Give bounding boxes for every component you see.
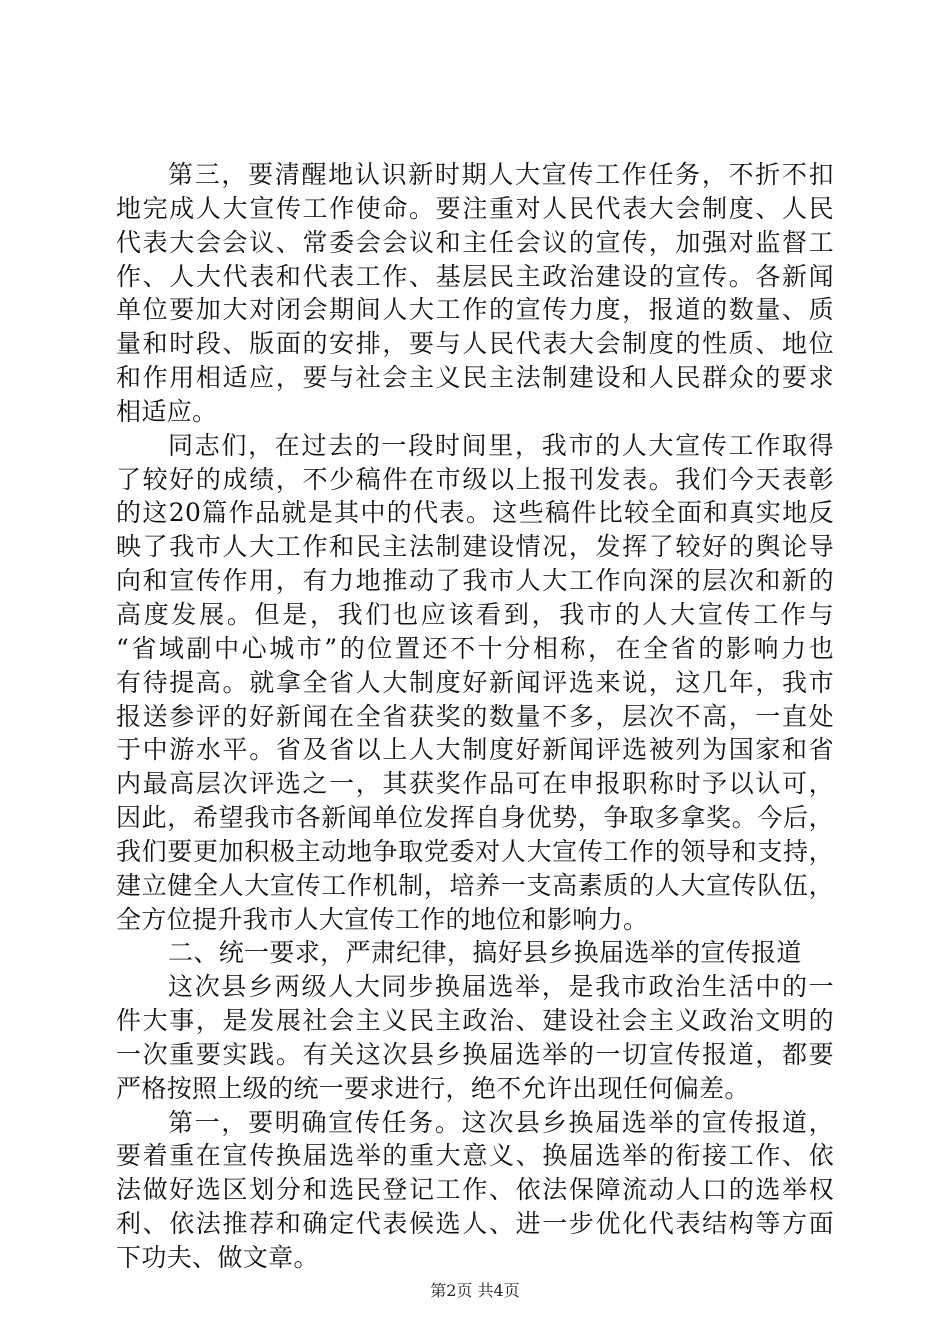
paragraph-line: 要着重在宣传换届选举的重大意义、换届选举的衔接工作、依 — [116, 1141, 834, 1171]
paragraph-line: 向和宣传作用，有力地推动了我市人大工作向深的层次和新的 — [116, 566, 834, 596]
paragraph-line: 建立健全人大宣传工作机制，培养一支高素质的人大宣传队伍， — [116, 870, 834, 900]
paragraph-line: 严格按照上级的统一要求进行，绝不允许出现任何偏差。 — [116, 1073, 750, 1103]
paragraph-line: 和作用相适应，要与社会主义民主法制建设和人民群众的要求 — [116, 363, 834, 393]
paragraph-line: 因此，希望我市各新闻单位发挥自身优势，争取多拿奖。今后， — [116, 803, 834, 833]
paragraph-line: 高度发展。但是，我们也应该看到，我市的人大宣传工作与 — [116, 599, 834, 629]
paragraph-line: 单位要加大对闭会期间人大工作的宣传力度，报道的数量、质 — [116, 295, 834, 325]
paragraph-line: 这次县乡两级人大同步换届选举，是我市政治生活中的一 — [168, 972, 834, 1002]
section-heading: 二、统一要求，严肃纪律，搞好县乡换届选举的宣传报道 — [168, 938, 802, 968]
paragraph-line: 报送参评的好新闻在全省获奖的数量不多，层次不高，一直处 — [116, 701, 834, 731]
paragraph-line: 量和时段、版面的安排，要与人民代表大会制度的性质、地位 — [116, 329, 834, 359]
page-number-footer: 第2页 共4页 — [430, 1281, 520, 1300]
paragraph-line: 我们要更加积极主动地争取党委对人大宣传工作的领导和支持， — [116, 836, 834, 866]
paragraph-line: 于中游水平。省及省以上人大制度好新闻评选被列为国家和省 — [116, 735, 834, 765]
paragraph-line: 利、依法推荐和确定代表候选人、进一步优化代表结构等方面 — [116, 1209, 834, 1239]
paragraph-line: “省域副中心城市”的位置还不十分相称，在全省的影响力也 — [116, 633, 834, 663]
paragraph-line: 地完成人大宣传工作使命。要注重对人民代表大会制度、人民 — [116, 193, 834, 223]
paragraph-line: 相适应。 — [116, 396, 218, 426]
paragraph-line: 一次重要实践。有关这次县乡换届选举的一切宣传报道，都要 — [116, 1039, 834, 1069]
paragraph-line: 法做好选区划分和选民登记工作、依法保障流动人口的选举权 — [116, 1175, 834, 1205]
document-body — [116, 158, 834, 1275]
paragraph-line: 代表大会会议、常委会会议和主任会议的宣传，加强对监督工 — [116, 227, 834, 257]
paragraph-line: 第一，要明确宣传任务。这次县乡换届选举的宣传报道， — [168, 1107, 834, 1137]
paragraph-line: 映了我市人大工作和民主法制建设情况，发挥了较好的舆论导 — [116, 532, 834, 562]
paragraph-line: 下功夫、做文章。 — [116, 1243, 319, 1272]
paragraph-line: 件大事，是发展社会主义民主政治、建设社会主义政治文明的 — [116, 1006, 834, 1036]
paragraph-line: 内最高层次评选之一，其获奖作品可在申报职称时予以认可， — [116, 769, 834, 799]
paragraph-line: 同志们，在过去的一段时间里，我市的人大宣传工作取得 — [168, 430, 834, 460]
paragraph-line: 第三，要清醒地认识新时期人大宣传工作任务，不折不扣 — [168, 160, 834, 189]
paragraph-line: 的这20篇作品就是其中的代表。这些稿件比较全面和真实地反 — [116, 498, 834, 528]
paragraph-line: 了较好的成绩，不少稿件在市级以上报刊发表。我们今天表彰 — [116, 464, 834, 494]
paragraph-line: 有待提高。就拿全省人大制度好新闻评选来说，这几年，我市 — [116, 667, 834, 697]
paragraph-line: 作、人大代表和代表工作、基层民主政治建设的宣传。各新闻 — [116, 261, 834, 291]
paragraph-line: 全方位提升我市人大宣传工作的地位和影响力。 — [116, 904, 649, 934]
